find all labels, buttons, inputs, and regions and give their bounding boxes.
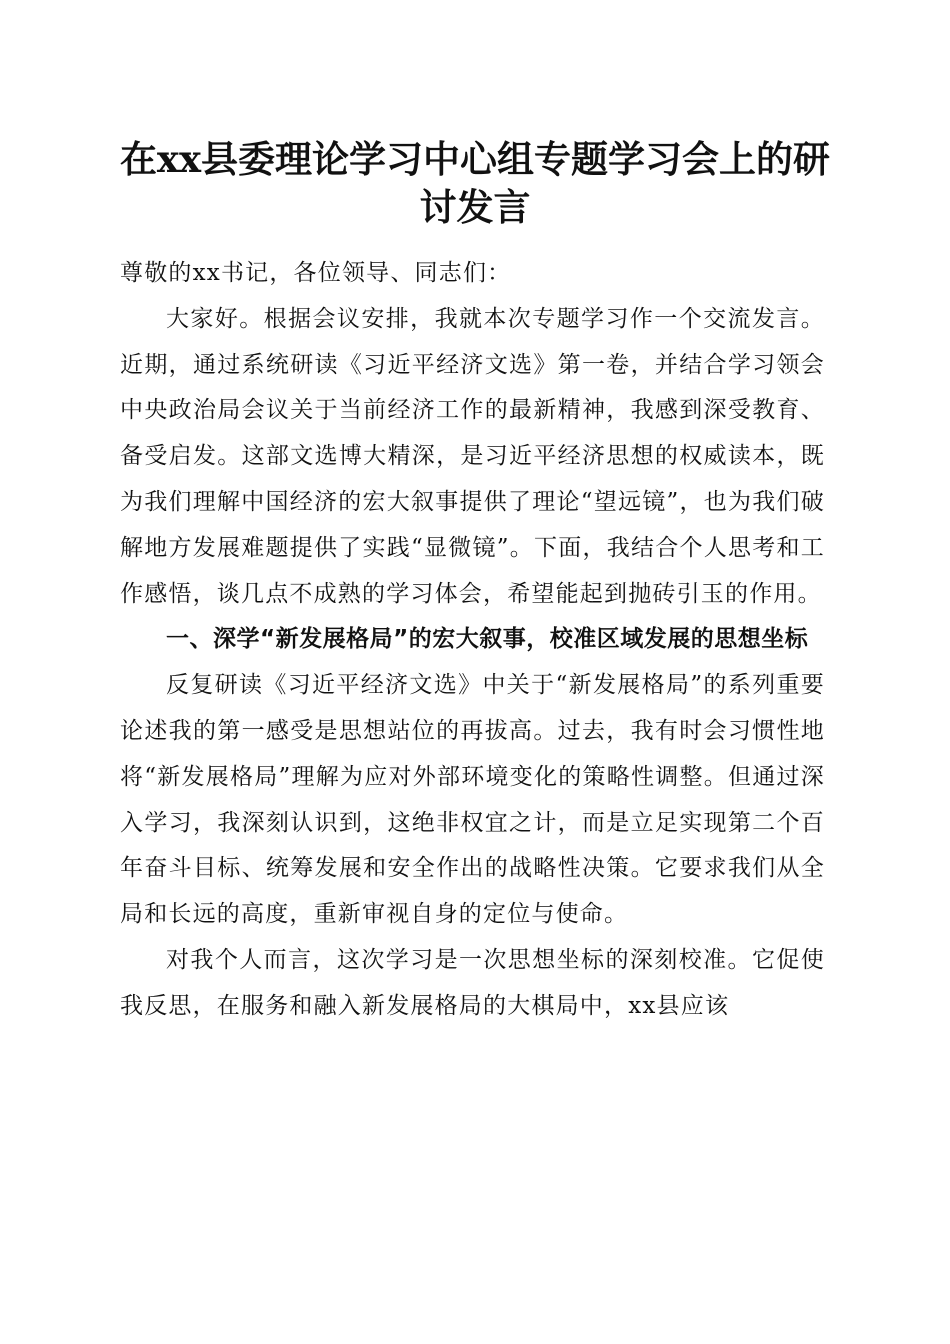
body-paragraph: 对我个人而言，这次学习是一次思想坐标的深刻校准。它促使我反思，在服务和融入新发展格局的大棋局中，xx县应该 [120, 946, 825, 1019]
body-paragraph: 反复研读《习近平经济文选》中关于“新发展格局”的系列重要论述我的第一感受是思想站位的再拔高。过去，我有时会习惯性地将“新发展格局”理解为应对外部环境变化的策略性调整。但通过深入学习，我深刻认识到，这绝非权宜之计，而是立足实现第二个百年奋斗目标、统筹发展和安全作出的战略性决策。它要求我们从全局和长远的高度，重新审视自身的定位与使命。 [120, 672, 825, 928]
salutation: 尊敬的xx书记，各位领导、同志们： [120, 260, 512, 286]
body-paragraph: 大家好。根据会议安排，我就本次专题学习作一个交流发言。近期，通过系统研读《习近平经济文选》第一卷，并结合学习领会中央政治局会议关于当前经济工作的最新精神，我感到深受教育、备受启发。这部文选博大精深，是习近平经济思想的权威读本，既为我们理解中国经济的宏大叙事提供了理论“望远镜”，也为我们破解地方发展难题提供了实践“显微镜”。下面，我结合个人思考和工作感悟，谈几点不成熟的学习体会，希望能起到抛砖引玉的作用。 [120, 305, 825, 607]
document-title: 在xx县委理论学习中心组专题学习会上的研讨发言 [119, 137, 831, 229]
document-body [120, 251, 825, 1030]
section-heading: 一、深学“新发展格局”的宏大叙事，校准区域发展的思想坐标 [166, 626, 809, 653]
